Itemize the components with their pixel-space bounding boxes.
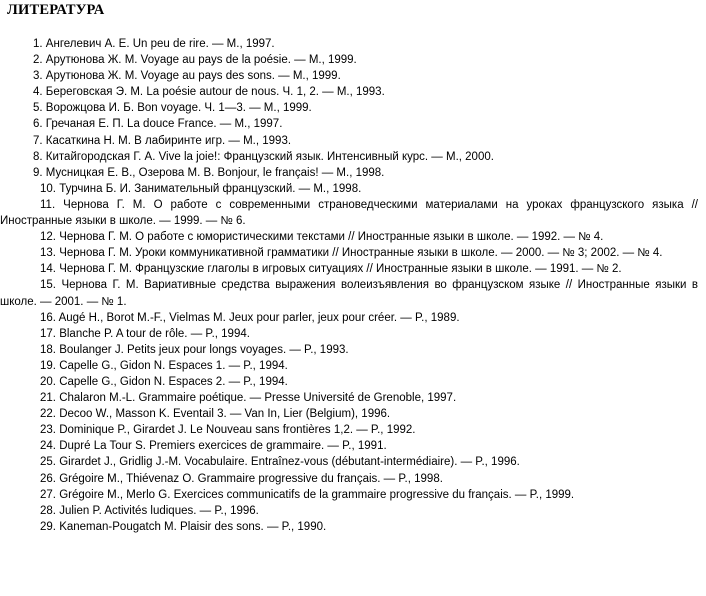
- list-item: [0, 116, 706, 132]
- list-item: [0, 374, 706, 390]
- list-item: [0, 390, 706, 406]
- list-item: [0, 100, 706, 116]
- list-item: [0, 454, 706, 470]
- item-text: Decoo W., Masson K. Eventail 3. — Van In, Lier (Belgium), 1996.: [59, 408, 391, 421]
- item-number: 4.: [33, 86, 43, 99]
- item-text: Чернова Г. М. О работе с современными страноведческими материалами на уроках французского языка // Иностранные языки в школе. — 1999. — № 6.: [0, 198, 698, 228]
- item-number: 6.: [33, 118, 43, 131]
- item-number: 23.: [40, 424, 56, 437]
- list-item: [0, 519, 706, 535]
- list-item: [0, 277, 706, 309]
- item-text: Blanche P. A tour de rôle. — P., 1994.: [59, 327, 250, 340]
- list-item: [0, 342, 706, 358]
- list-item: [0, 52, 706, 68]
- item-text: Grégoire M., Thiévenaz O. Grammaire progressive du français. — P., 1998.: [59, 472, 443, 485]
- item-text: Береговская Э. М. La poésie autour de nous. Ч. 1, 2. — М., 1993.: [45, 86, 385, 99]
- item-text: Чернова Г. М. Вариативные средства выражения волеизъявления во французском языке // Иностранные языки в школе. — 2001. — № 1.: [0, 279, 698, 308]
- item-number: 3.: [33, 70, 43, 83]
- item-number: 25.: [40, 456, 56, 469]
- list-item: [0, 326, 706, 342]
- item-text: Augé H., Borot M.-F., Vielmas M. Jeux pour parler, jeux pour créer. — P., 1989.: [58, 311, 460, 324]
- list-item: [0, 36, 706, 52]
- list-item: [0, 487, 706, 503]
- item-number: 11.: [40, 198, 56, 211]
- list-item: [0, 229, 706, 245]
- list-item: [0, 181, 706, 197]
- item-number: 12.: [40, 231, 56, 244]
- item-number: 18.: [40, 343, 56, 356]
- item-text: Ангелевич А. Е. Un peu de rire. — М., 1997.: [45, 38, 275, 50]
- item-number: 2.: [33, 54, 43, 67]
- item-text: Dominique P., Girardet J. Le Nouveau sans frontières 1,2. — P., 1992.: [59, 424, 416, 437]
- item-number: 24.: [40, 440, 56, 453]
- item-text: Касаткина Н. М. В лабиринте игр. — М., 1993.: [45, 134, 292, 147]
- item-text: Chalaron M.-L. Grammaire poétique. — Presse Université de Grenoble, 1997.: [59, 392, 457, 405]
- list-item: [0, 358, 706, 374]
- item-text: Boulanger J. Petits jeux pour longs voyages. — P., 1993.: [59, 343, 349, 356]
- item-number: 28.: [40, 504, 56, 517]
- item-number: 13.: [40, 247, 56, 260]
- list-item: [0, 133, 706, 149]
- list-item: [0, 68, 706, 84]
- item-text: Ворожцова И. Б. Bon voyage. Ч. 1—3. — М., 1999.: [45, 102, 312, 115]
- item-number: 22.: [40, 408, 56, 421]
- item-number: 26.: [40, 472, 56, 485]
- item-text: Чернова Г. М. О работе с юмористическими текстами // Иностранные языки в школе. — 1992. — № 4.: [59, 231, 604, 244]
- item-number: 7.: [33, 134, 43, 147]
- item-text: Grégoire M., Merlo G. Exercices communicatifs de la grammaire progressive du français. — P., 1999.: [59, 488, 575, 501]
- item-number: 19.: [40, 359, 56, 372]
- item-text: Чернова Г. М. Уроки коммуникативной грамматики // Иностранные языки в школе. — 2000. — № 3; 2002. — № 4.: [59, 247, 663, 260]
- list-item: [0, 197, 706, 229]
- page-title: ЛИТЕРАТУРА: [7, 2, 105, 18]
- item-number: 29.: [40, 520, 56, 533]
- item-text: Dupré La Tour S. Premiers exercices de grammaire. — P., 1991.: [59, 440, 387, 453]
- item-text: Чернова Г. М. Французские глаголы в игровых ситуациях // Иностранные языки в школе. — 1991. — № 2.: [59, 263, 622, 276]
- list-item: [0, 310, 706, 326]
- item-number: 17.: [40, 327, 56, 340]
- item-number: 15.: [40, 279, 56, 292]
- item-number: 10.: [40, 182, 56, 195]
- item-text: Capelle G., Gidon N. Espaces 2. — P., 1994.: [59, 375, 288, 388]
- item-number: 8.: [33, 150, 43, 163]
- item-number: 14.: [40, 263, 56, 276]
- item-text: Арутюнова Ж. М. Voyage au pays de la poésie. — М., 1999.: [45, 54, 357, 67]
- list-item: [0, 503, 706, 519]
- item-text: Арутюнова Ж. М. Voyage au pays des sons. — М., 1999.: [45, 70, 341, 83]
- list-item: [0, 149, 706, 165]
- list-item: [0, 422, 706, 438]
- item-text: Girardet J., Gridlig J.-M. Vocabulaire. Entraînez-vous (débutant-intermédiaire). — P., 1996.: [59, 456, 520, 469]
- item-text: Китайгородская Г. А. Vive la joie!: Французский язык. Интенсивный курс. — М., 2000.: [45, 150, 494, 163]
- list-item: [0, 406, 706, 422]
- reference-list: [0, 36, 706, 535]
- item-number: 16.: [40, 311, 56, 324]
- list-item: [0, 84, 706, 100]
- item-text: Турчина Б. И. Занимательный французский. — М., 1998.: [59, 182, 362, 195]
- item-text: Гречаная Е. П. La douce France. — М., 1997.: [45, 118, 283, 131]
- item-number: 9.: [33, 166, 43, 179]
- item-number: 5.: [33, 102, 43, 115]
- item-number: 20.: [40, 375, 56, 388]
- list-item: [0, 438, 706, 454]
- item-text: Capelle G., Gidon N. Espaces 1. — P., 1994.: [59, 359, 288, 372]
- list-item: [0, 261, 706, 277]
- list-item: [0, 471, 706, 487]
- item-number: 1.: [33, 38, 43, 50]
- item-text: Julien P. Activités ludiques. — P., 1996.: [59, 504, 259, 517]
- list-item: [0, 245, 706, 261]
- list-item: [0, 165, 706, 181]
- item-number: 21.: [40, 392, 56, 405]
- item-number: 27.: [40, 488, 56, 501]
- item-text: Мусницкая Е. В., Озерова М. В. Bonjour, le français! — М., 1998.: [45, 166, 385, 179]
- item-text: Kaneman-Pougatch M. Plaisir des sons. — P., 1990.: [59, 520, 327, 533]
